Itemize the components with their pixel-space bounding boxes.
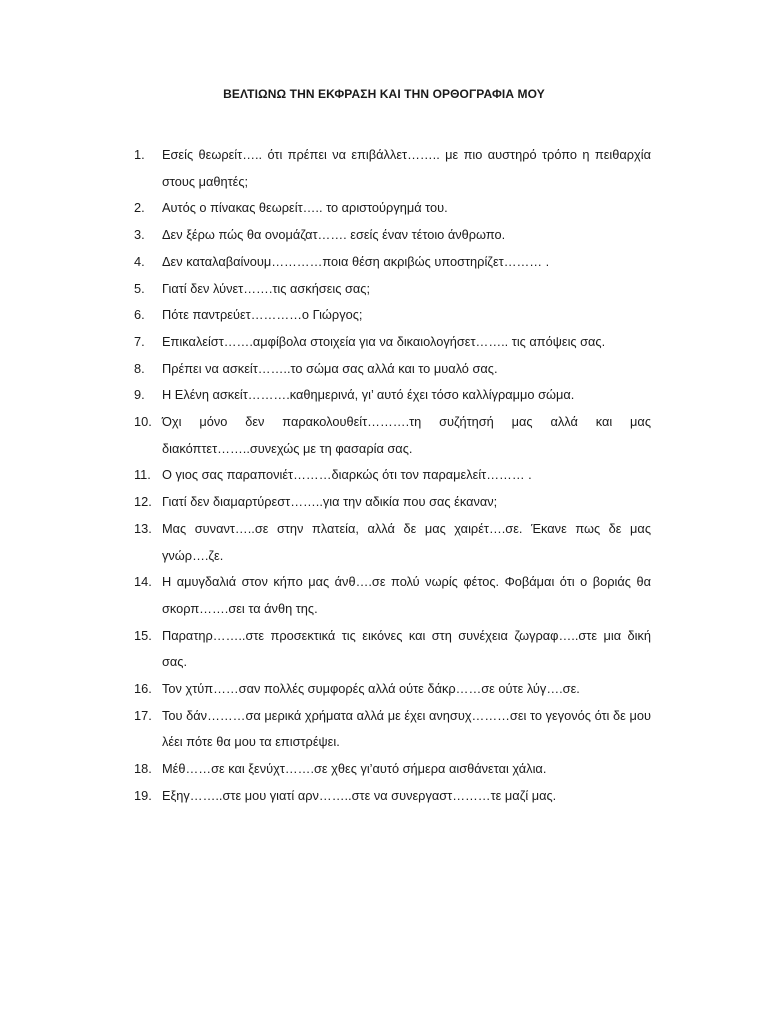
list-item bbox=[134, 676, 651, 703]
item-text: Πότε παντρεύετ…………ο Γιώργος; bbox=[162, 307, 363, 323]
list-item bbox=[134, 142, 651, 195]
item-number: 13. bbox=[134, 520, 152, 536]
item-text: Δεν καταλαβαίνουμ…………ποια θέση ακριβώς υποστηρίζετ……… . bbox=[162, 253, 550, 269]
list-item bbox=[134, 703, 651, 756]
item-text: Γιατί δεν διαμαρτύρεστ……..για την αδικία που σας έκαναν; bbox=[162, 494, 498, 510]
item-number: 5. bbox=[134, 280, 145, 296]
item-number: 18. bbox=[134, 761, 152, 777]
item-text: Τον χτύπ……σαν πολλές συμφορές αλλά ούτε δάκρ……σε ούτε λύγ….σε. bbox=[162, 681, 580, 697]
item-text: Ο γιος σας παραπονιέτ………διαρκώς ότι τον παραμελείτ……… . bbox=[162, 467, 532, 483]
item-text: Αυτός ο πίνακας θεωρείτ….. το αριστούργημά του. bbox=[162, 200, 448, 216]
list-item bbox=[134, 329, 651, 356]
item-text: Γιατί δεν λύνετ…….τις ασκήσεις σας; bbox=[162, 280, 370, 296]
list-item bbox=[134, 462, 651, 489]
list-item bbox=[134, 276, 651, 303]
item-text: Εσείς θεωρείτ….. ότι πρέπει να επιβάλλετ…….. με πιο αυστηρό τρόπο η πειθαρχία στους μαθητές; bbox=[162, 147, 651, 189]
item-number: 17. bbox=[134, 707, 152, 723]
item-number: 4. bbox=[134, 253, 145, 269]
list-item bbox=[134, 569, 651, 622]
item-number: 2. bbox=[134, 200, 145, 216]
list-item bbox=[134, 756, 651, 783]
item-text: Επικαλείστ…….αμφίβολα στοιχεία για να δικαιολογήσετ…….. τις απόψεις σας. bbox=[162, 333, 606, 349]
item-number: 1. bbox=[134, 147, 145, 162]
item-number: 9. bbox=[134, 387, 145, 403]
item-text: Πρέπει να ασκείτ……..το σώμα σας αλλά και το μυαλό σας. bbox=[162, 360, 498, 376]
list-item bbox=[134, 783, 651, 810]
list-item bbox=[134, 302, 651, 329]
item-text: Η αμυγδαλιά στον κήπο μας άνθ….σε πολύ νωρίς φέτος. Φοβάμαι ότι ο βοριάς θα σκορπ…….σει τα άνθη της. bbox=[162, 574, 651, 616]
list-item bbox=[134, 249, 651, 276]
item-number: 15. bbox=[134, 627, 152, 643]
list-item bbox=[134, 489, 651, 516]
item-text: Όχι μόνο δεν παρακολουθείτ……….τη συζήτησή μας αλλά και μας διακόπτετ……..συνεχώς με τη φασαρία σας. bbox=[162, 414, 651, 456]
item-number: 7. bbox=[134, 333, 145, 349]
item-number: 10. bbox=[134, 414, 152, 430]
item-number: 14. bbox=[134, 574, 152, 590]
list-item bbox=[134, 516, 651, 569]
item-number: 6. bbox=[134, 307, 145, 323]
item-text: Μας συναντ…..σε στην πλατεία, αλλά δε μας χαιρέτ….σε. Έκανε πως δε μας γνώρ….ζε. bbox=[162, 520, 651, 563]
list-item bbox=[134, 623, 651, 676]
item-text: Παρατηρ……..στε προσεκτικά τις εικόνες και στη συνέχεια ζωγραφ…..στε μια δική σας. bbox=[162, 627, 651, 670]
item-text: Η Ελένη ασκείτ……….καθημερινά, γι’ αυτό έχει τόσο καλλίγραμμο σώμα. bbox=[162, 387, 575, 403]
list-item bbox=[134, 222, 651, 249]
item-number: 8. bbox=[134, 360, 145, 376]
document-title: ΒΕΛΤΙΩΝΩ ΤΗΝ ΕΚΦΡΑΣΗ ΚΑΙ ΤΗΝ ΟΡΘΟΓΡΑΦΙΑ ΜΟΥ bbox=[223, 87, 545, 101]
item-text: Δεν ξέρω πώς θα ονομάζατ……. εσείς έναν τέτοιο άνθρωπο. bbox=[162, 227, 506, 243]
item-number: 3. bbox=[134, 227, 145, 243]
list-item bbox=[134, 382, 651, 409]
list-item bbox=[134, 356, 651, 383]
item-text: Του δάν………σα μερικά χρήματα αλλά με έχει ανησυχ………σει το γεγονός ότι δε μου λέει πότε θα μου τα επιστρέψει. bbox=[162, 707, 651, 750]
exercise-list bbox=[134, 142, 651, 810]
item-text: Εξηγ……..στε μου γιατί αρν……..στε να συνεργαστ………τε μαζί μας. bbox=[162, 787, 557, 803]
item-number: 16. bbox=[134, 681, 152, 697]
item-text: Μέθ……σε και ξενύχτ…….σε χθες γι’αυτό σήμερα αισθάνεται χάλια. bbox=[162, 761, 547, 777]
item-number: 11. bbox=[134, 467, 151, 483]
list-item bbox=[134, 409, 651, 462]
item-number: 19. bbox=[134, 787, 152, 803]
list-item bbox=[134, 195, 651, 222]
item-number: 12. bbox=[134, 494, 152, 510]
